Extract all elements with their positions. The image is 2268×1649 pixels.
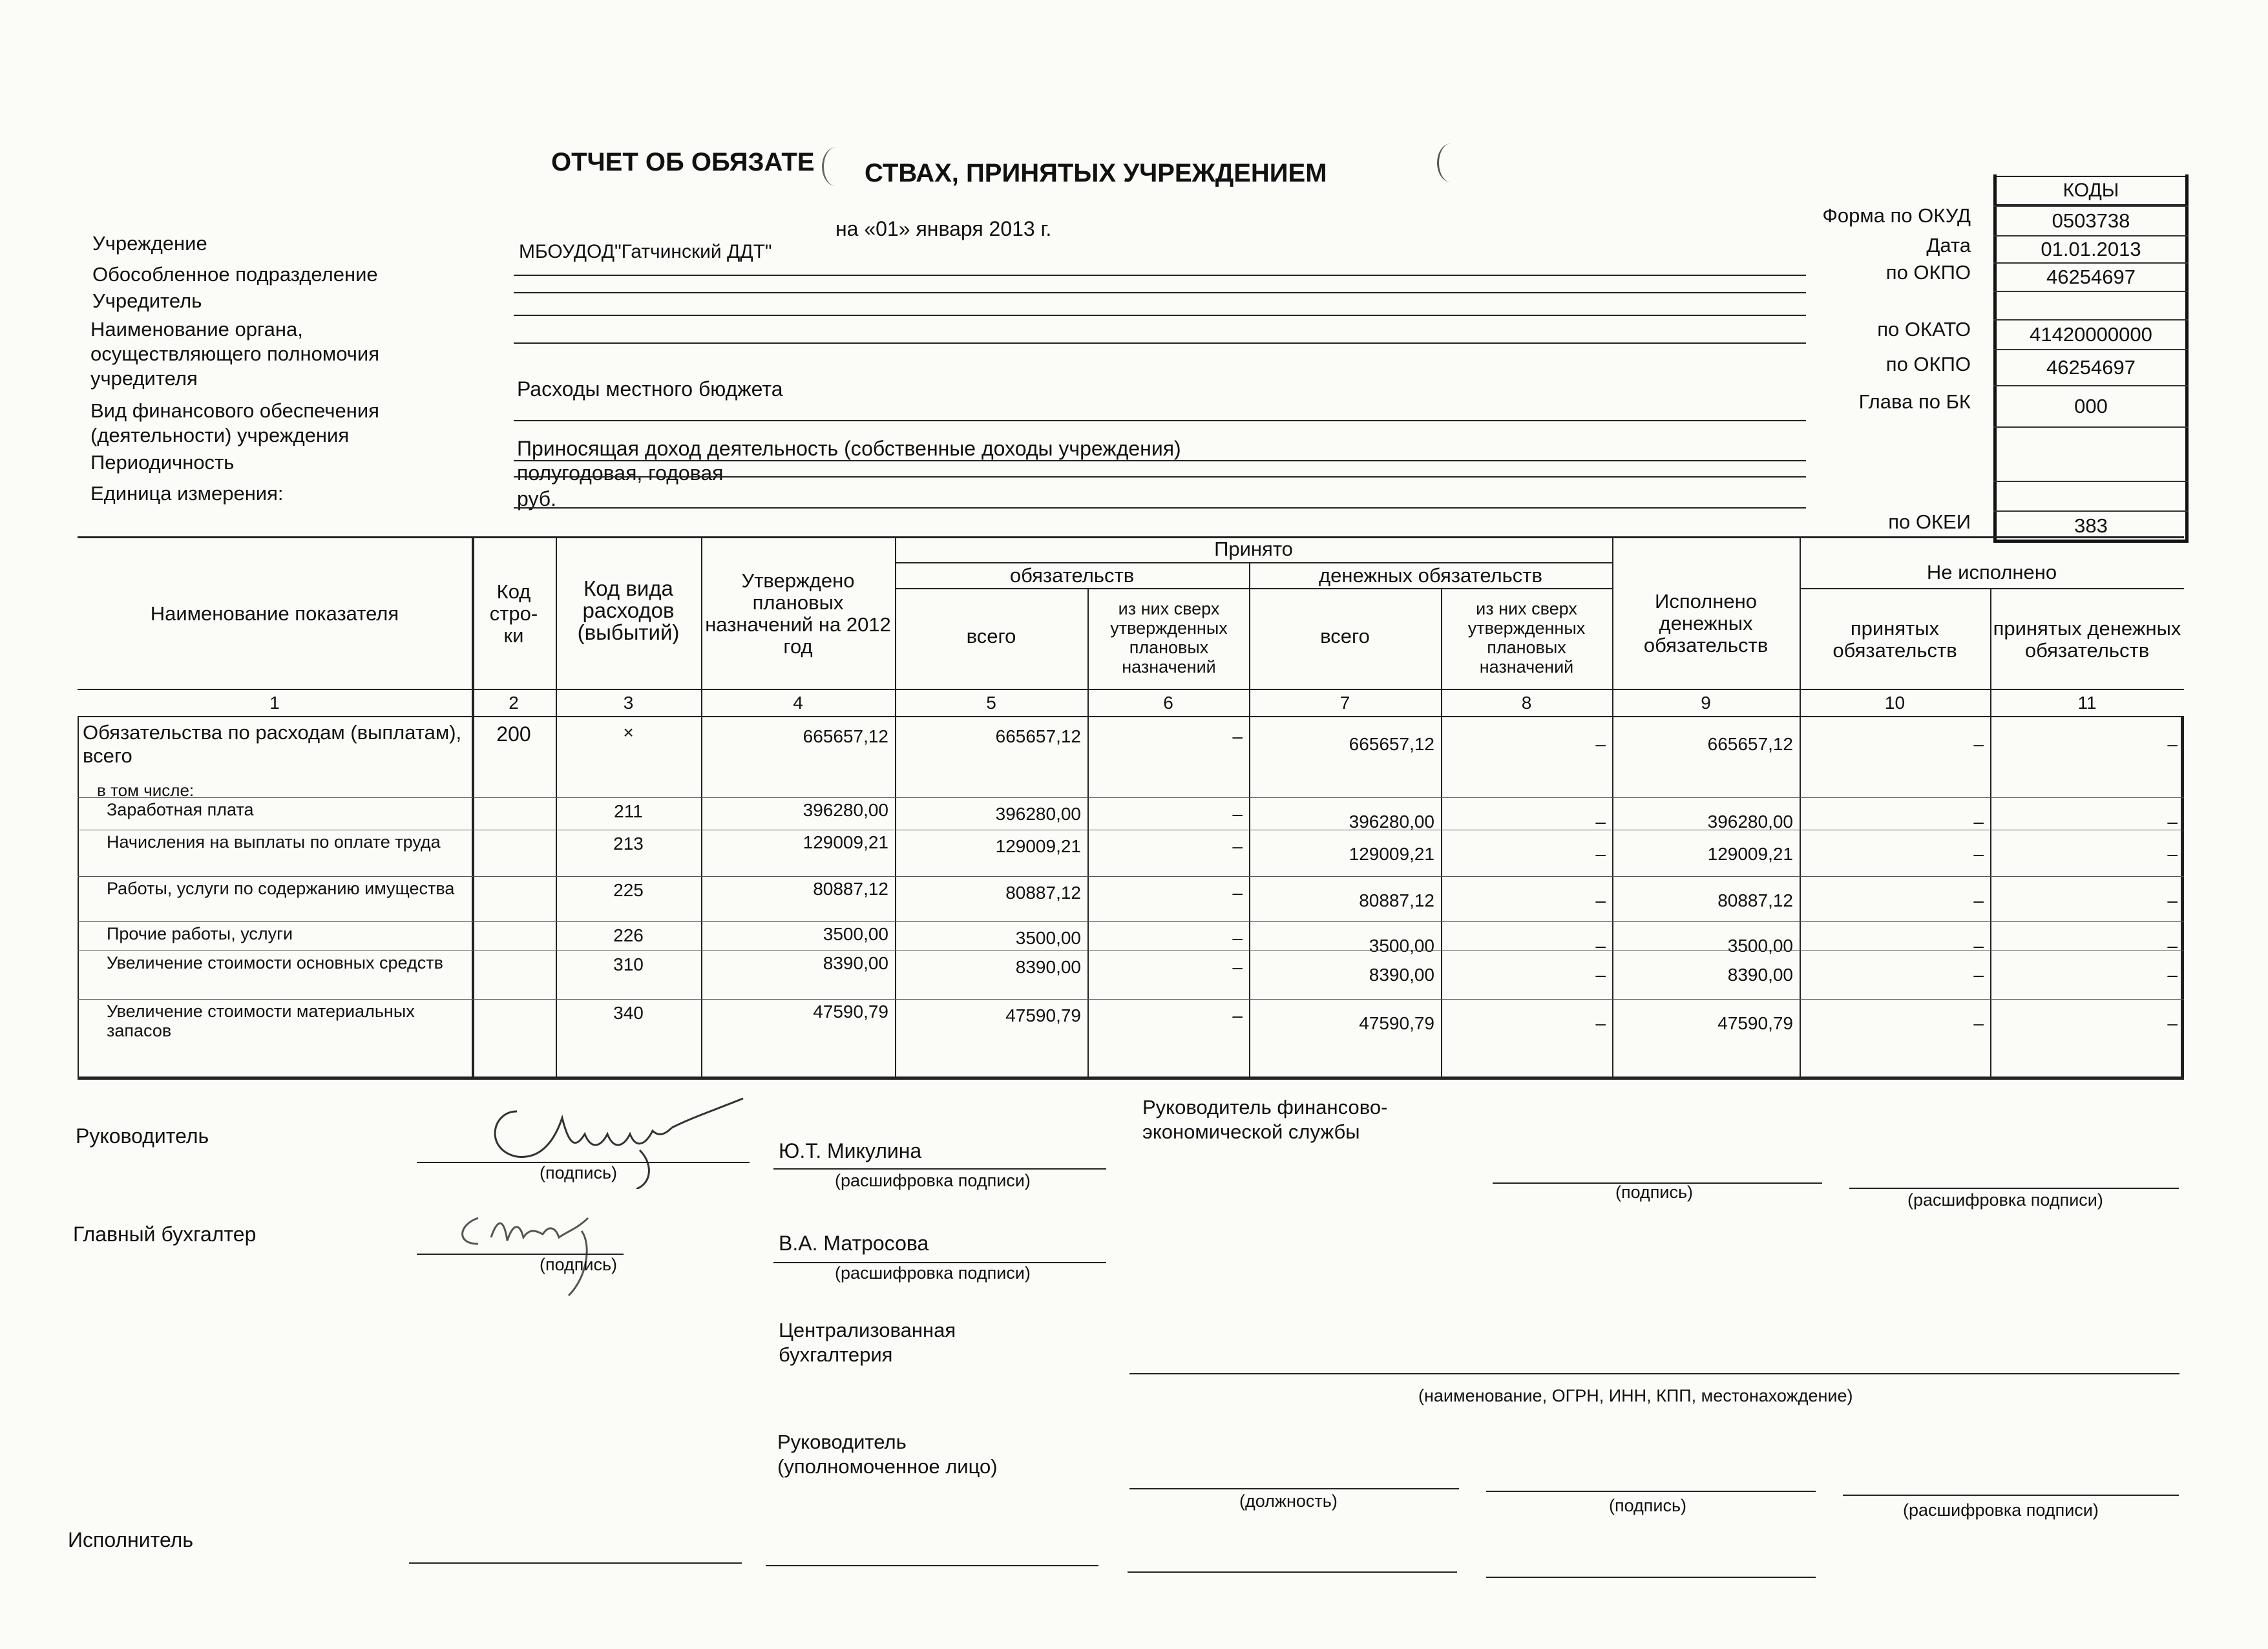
report-title-part1: ОТЧЕТ ОБ ОБЯЗАТЕ [551, 148, 815, 176]
row-c8: – [1595, 965, 1606, 985]
line-founder [514, 315, 1806, 316]
auth-sign-caption: (подпись) [1609, 1496, 1687, 1515]
obligations-table [78, 536, 2184, 1079]
col-number-3: 3 [623, 693, 634, 713]
row-c7: 8390,00 [1369, 965, 1434, 985]
row-c10: – [1973, 844, 1984, 864]
hdr-obligations: обязательств [1009, 564, 1135, 587]
code-okpo-2: 46254697 [1993, 349, 2189, 385]
code-label-bk: Глава по БК [1858, 390, 1971, 413]
hdr-accepted-money: принятых денежных обязательств [1993, 617, 2181, 662]
row-exp-code: 340 [613, 1003, 644, 1023]
row-c6: – [1232, 883, 1243, 903]
line-periodicity [514, 476, 1806, 478]
authorized-person-label: Руководитель (уполномоченное лицо) [777, 1431, 998, 1478]
vline-right [2181, 716, 2184, 1078]
unit-value: руб. [517, 487, 557, 510]
head-sign-caption: (подпись) [540, 1163, 618, 1182]
row-c8: – [1595, 890, 1606, 910]
total-row-exp: × [623, 722, 634, 742]
row-c8: – [1595, 936, 1606, 956]
line-budget [514, 420, 1806, 421]
code-empty-1 [1993, 291, 2189, 319]
code-label-date: Дата [1926, 234, 1971, 257]
line-unit [514, 507, 1806, 509]
col-number-2: 2 [509, 693, 519, 713]
row-c5: 47590,79 [1005, 1005, 1081, 1025]
row-c6: – [1232, 928, 1243, 948]
executor-line-3 [1128, 1571, 1457, 1573]
col-number-1: 1 [269, 693, 280, 713]
row-name: Работы, услуги по содержанию имущества [107, 879, 455, 898]
col-number-11: 11 [2077, 693, 2097, 713]
line-institution [514, 275, 1806, 276]
auth-position-line [1129, 1488, 1459, 1489]
executor-line-4 [1486, 1577, 1816, 1578]
row-name: Заработная плата [107, 800, 254, 819]
punch-hole-mark-2 [1437, 143, 1465, 182]
vline-1 [472, 536, 474, 1079]
vline-2 [556, 536, 557, 1079]
row-c7: 80887,12 [1359, 890, 1434, 910]
table-body-top-line [78, 716, 2184, 717]
code-label-okpo-2: по ОКПО [1885, 353, 1971, 375]
row-c7: 47590,79 [1359, 1013, 1434, 1033]
row-c8: – [1595, 1013, 1606, 1033]
code-okato: 41420000000 [1993, 319, 2189, 349]
row-c5: 8390,00 [1015, 957, 1081, 977]
row-c5: 396280,00 [995, 804, 1081, 824]
row-exp-code: 226 [613, 925, 644, 945]
row-c7: 3500,00 [1369, 936, 1434, 956]
hdr-accepted-obl: принятых обязательств [1832, 617, 1957, 662]
row-exp-code: 211 [614, 801, 643, 821]
row-c7: 129009,21 [1349, 844, 1434, 864]
table-bottom-line [78, 1077, 2184, 1080]
col-number-8: 8 [1521, 693, 1532, 713]
periodicity-value: полугодовая, годовая [517, 461, 724, 485]
hdr-exp-code: Код вида расходов (выбытий) [577, 576, 680, 644]
col-number-4: 4 [793, 693, 803, 713]
col-number-6: 6 [1163, 693, 1173, 713]
code-okud: 0503738 [1993, 205, 2189, 235]
hdr-not-executed: Не исполнено [1926, 561, 2057, 583]
code-label-okei: по ОКЕИ [1888, 510, 1971, 533]
code-label-okud: Форма по ОКУД [1822, 204, 1971, 227]
line-subdivision [514, 292, 1806, 293]
total-row-c6: – [1232, 726, 1243, 746]
row-c9: 129009,21 [1707, 844, 1793, 864]
row-c9: 396280,00 [1707, 812, 1793, 832]
executor-label: Исполнитель [68, 1528, 194, 1551]
head-name: Ю.Т. Микулина [779, 1139, 922, 1162]
row-separator [78, 797, 2184, 798]
hdr-executed: Исполнено денежных обязательств [1643, 590, 1769, 656]
total-row-sub: в том числе: [97, 781, 194, 800]
row-c9: 8390,00 [1727, 965, 1793, 985]
row-c9: 47590,79 [1717, 1013, 1793, 1033]
row-name: Прочие работы, услуги [107, 924, 293, 943]
total-row-c10: – [1973, 734, 1984, 754]
hdr-money-total: всего [1320, 625, 1370, 647]
institution-value: МБОУДОД"Гатчинский ДДТ" [519, 241, 772, 262]
code-label-okpo: по ОКПО [1885, 261, 1971, 284]
hdr-approved: Утверждено плановых назначений на 2012 год [705, 569, 891, 658]
row-name: Увеличение стоимости основных средств [107, 953, 443, 972]
hdr-obl-over: из них сверх утвержденных плановых назначений [1110, 599, 1228, 677]
label-periodicity: Периодичность [90, 451, 235, 474]
report-date: на «01» января 2013 г. [835, 217, 1052, 240]
row-c4: 396280,00 [803, 800, 888, 820]
code-label-okato: по ОКАТО [1877, 318, 1971, 341]
total-row-c7: 665657,12 [1349, 734, 1434, 754]
codes-header: КОДЫ [1993, 176, 2189, 205]
row-c7: 396280,00 [1349, 812, 1434, 832]
auth-sign-line [1486, 1491, 1816, 1492]
central-accounting-label: Централизованная бухгалтерия [779, 1319, 956, 1366]
row-c8: – [1595, 844, 1606, 864]
row-c6: – [1232, 1005, 1243, 1025]
chief-accountant-name: В.А. Матросова [779, 1232, 929, 1255]
row-c10: – [1973, 1013, 1984, 1033]
total-row-c8: – [1595, 734, 1606, 754]
row-c10: – [1973, 965, 1984, 985]
row-c4: 3500,00 [823, 924, 888, 944]
row-c10: – [1973, 936, 1984, 956]
row-separator [78, 876, 2184, 877]
row-c11: – [2167, 844, 2178, 864]
chief-accountant-label: Главный бухгалтер [73, 1223, 257, 1246]
row-c11: – [2167, 965, 2178, 985]
chief-decode-caption: (расшифровка подписи) [835, 1263, 1031, 1283]
row-c5: 129009,21 [995, 836, 1081, 856]
activity-value: Приносящая доход деятельность (собственные доходы учреждения) [517, 437, 1181, 460]
budget-value: Расходы местного бюджета [517, 377, 783, 401]
punch-hole-mark [822, 147, 850, 186]
hdr-money-obligations: денежных обязательств [1319, 564, 1542, 587]
head-label: Руководитель [76, 1124, 209, 1148]
row-c10: – [1973, 890, 1984, 910]
auth-decode-line [1843, 1495, 2179, 1496]
chief-sign-caption: (подпись) [540, 1255, 618, 1274]
fin-decode-caption: (расшифровка подписи) [1907, 1190, 2103, 1210]
col-number-7: 7 [1339, 693, 1350, 713]
vline-7 [1441, 588, 1442, 1079]
label-institution: Учреждение [92, 232, 207, 255]
label-founder: Учредитель [92, 289, 202, 312]
label-subdivision: Обособленное подразделение [92, 263, 378, 286]
row-exp-code: 225 [613, 880, 644, 900]
total-row-c4: 665657,12 [803, 726, 888, 746]
not-executed-sub-line [1800, 588, 2184, 589]
label-financing-type: Вид финансового обеспечения (деятельности) учреждения [90, 399, 379, 446]
executor-line-2 [766, 1565, 1098, 1566]
row-c6: – [1232, 836, 1243, 856]
row-c8: – [1595, 812, 1606, 832]
code-okei: 383 [1993, 510, 2189, 540]
report-title-part2: СТВАХ, ПРИНЯТЫХ УЧРЕЖДЕНИЕМ [865, 159, 1327, 187]
head-name-line [773, 1168, 1106, 1170]
row-c4: 8390,00 [823, 953, 888, 973]
row-c11: – [2167, 812, 2178, 832]
fin-service-label: Руководитель финансово-экономической службы [1142, 1096, 1388, 1143]
row-c5: 3500,00 [1015, 928, 1081, 948]
row-c11: – [2167, 1013, 2178, 1033]
row-name: Увеличение стоимости материальных запасов [107, 1002, 415, 1040]
auth-position-caption: (должность) [1239, 1491, 1338, 1511]
code-okpo: 46254697 [1993, 262, 2189, 291]
row-c6: – [1232, 957, 1243, 977]
central-line [1129, 1373, 2179, 1374]
row-exp-code: 213 [613, 834, 644, 854]
total-row-code: 200 [496, 722, 531, 746]
row-c4: 47590,79 [813, 1002, 888, 1022]
vline-8 [1612, 536, 1613, 1079]
row-c5: 80887,12 [1005, 883, 1081, 903]
row-c10: – [1973, 812, 1984, 832]
code-bk: 000 [1993, 385, 2189, 426]
total-row-c9: 665657,12 [1707, 734, 1793, 754]
fin-decode-line [1849, 1188, 2179, 1189]
row-c11: – [2167, 890, 2178, 910]
row-name: Начисления на выплаты по оплате труда [107, 832, 441, 852]
label-authority: Наименование органа, осуществляющего полномочия учредителя [90, 318, 380, 390]
col-number-10: 10 [1884, 693, 1906, 713]
row-c9: 3500,00 [1727, 936, 1793, 956]
code-date: 01.01.2013 [1993, 235, 2189, 262]
code-empty-3 [1993, 481, 2189, 510]
hdr-money-over: из них сверх утвержденных плановых назначений [1467, 599, 1586, 677]
row-separator [78, 921, 2184, 922]
executor-line-1 [409, 1562, 742, 1564]
total-row-c11: – [2167, 734, 2178, 754]
hdr-accepted: Принято [1214, 538, 1293, 560]
row-separator [78, 999, 2184, 1000]
row-exp-code: 310 [613, 954, 644, 974]
auth-decode-caption: (расшифровка подписи) [1903, 1500, 2099, 1520]
vline-left-body [78, 716, 79, 1078]
head-decode-caption: (расшифровка подписи) [835, 1171, 1031, 1190]
total-row-name: Обязательства по расходам (выплатам), всего [83, 721, 462, 767]
central-caption: (наименование, ОГРН, ИНН, КПП, местонахождение) [1418, 1386, 1853, 1405]
row-c4: 129009,21 [803, 832, 888, 852]
fin-sign-caption: (подпись) [1615, 1182, 1694, 1202]
row-c4: 80887,12 [813, 879, 888, 899]
hdr-name: Наименование показателя [150, 602, 399, 625]
col-number-5: 5 [986, 693, 996, 713]
label-unit: Единица измерения: [90, 482, 284, 505]
hdr-obl-total: всего [966, 625, 1016, 647]
line-authority [514, 342, 1806, 344]
hdr-code: Код стро-ки [489, 580, 538, 647]
total-row-c5: 665657,12 [995, 726, 1081, 746]
row-c11: – [2167, 936, 2178, 956]
row-c6: – [1232, 804, 1243, 824]
code-empty-2 [1993, 426, 2189, 481]
col-number-9: 9 [1701, 693, 1711, 713]
row-c9: 80887,12 [1717, 890, 1793, 910]
